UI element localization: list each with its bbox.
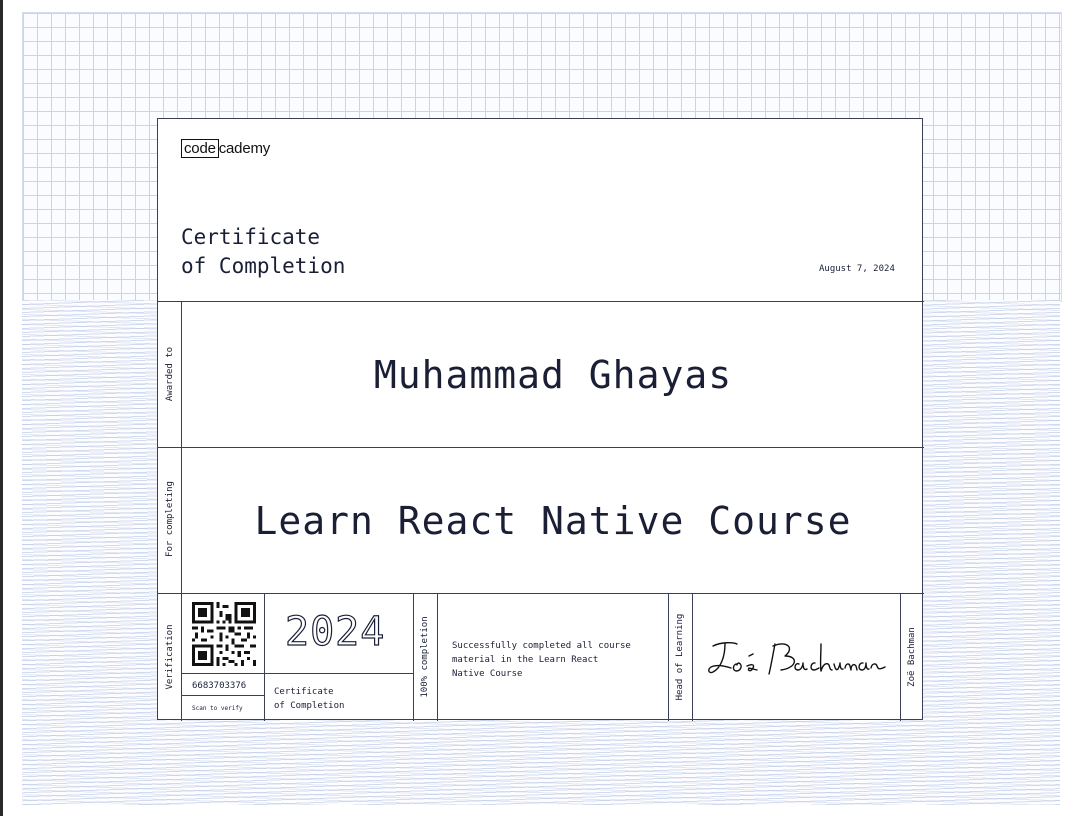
- completion-description: [452, 639, 662, 681]
- divider-year-bottom: [265, 673, 413, 674]
- completion-year: 2024: [285, 609, 386, 655]
- certificate-title: [181, 223, 345, 281]
- description-line2: material in the Learn React: [452, 655, 599, 665]
- title-line2: of Completion: [181, 254, 346, 278]
- divider-completion: [437, 593, 438, 721]
- divider-signature: [900, 593, 901, 721]
- divider-role: [692, 593, 693, 721]
- completion-label: 100% completion: [420, 616, 430, 698]
- issue-date: August 7, 2024: [819, 264, 895, 274]
- certificate-subtitle: [274, 685, 344, 713]
- verification-code: 6683703376: [192, 681, 247, 691]
- awarded-to-label: Awarded to: [165, 346, 175, 402]
- for-completing-label: For completing: [165, 481, 175, 557]
- divider-description: [668, 593, 669, 721]
- qr-code-icon[interactable]: [192, 602, 256, 666]
- scan-to-verify-text: Scan to verify: [192, 705, 243, 712]
- description-line1: Successfully completed all course: [452, 641, 631, 651]
- head-of-learning-label: Head of Learning: [675, 613, 685, 701]
- divider-scan: [182, 695, 264, 696]
- window-edge: [0, 0, 3, 816]
- signatory-name: Zoë Bachman: [907, 627, 917, 687]
- subtitle-line1: Certificate: [274, 687, 334, 697]
- divider-qr: [264, 593, 265, 721]
- course-name: Learn React Native Course: [254, 499, 852, 543]
- verification-label: Verification: [165, 624, 175, 690]
- description-line3: Native Course: [452, 669, 523, 679]
- title-line1: Certificate: [181, 225, 321, 249]
- subtitle-line2: of Completion: [274, 701, 345, 711]
- codecademy-logo: code cademy: [181, 140, 270, 157]
- recipient-name: Muhammad Ghayas: [373, 353, 733, 397]
- certificate-card: [157, 118, 923, 720]
- divider-year: [413, 593, 414, 721]
- divider-code: [182, 673, 264, 674]
- signature-image: [703, 634, 893, 684]
